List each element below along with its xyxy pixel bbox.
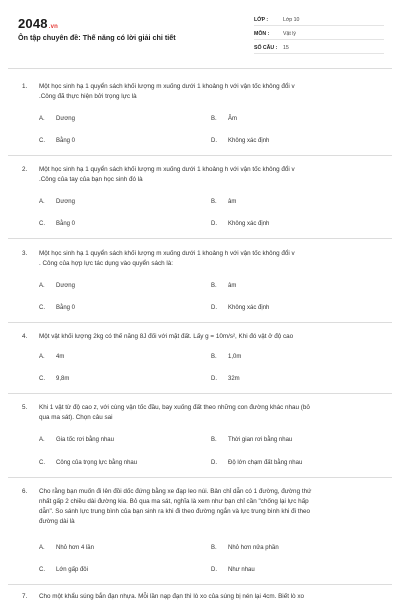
info-class-label: LỚP : [254,17,269,23]
option-key: D. [211,305,217,311]
question-text [39,592,381,600]
question-number: 7. [22,593,28,600]
question-divider [8,393,392,394]
page-title: Ôn tập chuyên đề: Thế năng có lời giải chi tiết [18,33,176,42]
question-line: Khi 1 vật từ độ cao z, với cùng vận tốc đầu, bay xuống đất theo những con đường khác nhau (bỏ [39,404,310,411]
question-line: .Công đã thực hiện bởi trọng lực là [39,93,137,100]
question-text [39,82,381,102]
logo-text: 2048 [18,16,48,31]
option-text: 9,8m [56,376,70,382]
question-number: 3. [22,250,28,257]
option-key: C. [39,305,45,311]
option-text: Lớn gấp đôi [56,567,88,573]
option-key: B. [211,545,217,551]
question-line: Một vật khối lượng 2kg có thế năng 8J đối với mặt đất. Lấy g = 10m/s², Khi đó vật ở độ cao [39,333,294,340]
option-key: A. [39,354,45,360]
question-number: 2. [22,166,28,173]
question-divider [8,477,392,478]
info-subject-label: MÔN : [254,31,270,37]
option-text: Độ lớn chạm đất bằng nhau [228,460,303,466]
option-key: D. [211,460,217,466]
option-key: D. [211,567,217,573]
question-number: 1. [22,83,28,90]
option-key: B. [211,437,217,443]
option-key: B. [211,116,217,122]
info-subject-value: Vật lý [283,31,296,37]
option-text: 1,0m [228,354,242,360]
option-text: Dương [56,283,75,289]
option-key: D. [211,138,217,144]
option-key: A. [39,199,45,205]
option-key: C. [39,221,45,227]
option-key: A. [39,545,45,551]
question-divider [8,155,392,156]
question-line: nhất gấp 2 chiều dài đường kia. Bỏ qua ma sát, nghĩa là xem như bạn chỉ cần "chống lại lực hấp [39,498,309,505]
option-text: Thời gian rơi bằng nhau [228,437,293,443]
info-class-value: Lớp 10 [283,17,300,23]
option-text: Bằng 0 [56,138,76,144]
option-text: Không xác định [228,138,270,144]
option-key: B. [211,283,217,289]
option-text: âm [228,199,237,205]
question-number: 4. [22,333,28,340]
option-key: C. [39,460,45,466]
question-line: qua ma sát). Chọn câu sai [39,414,113,421]
question-text [39,249,381,269]
logo-suffix: .vn [48,24,59,30]
question-divider [8,584,392,585]
option-key: C. [39,567,45,573]
document-header [0,0,400,64]
header-divider [8,68,392,69]
info-count [254,42,384,54]
info-subject [254,28,384,40]
info-count-value: 15 [283,45,289,51]
question-line: Một học sinh hạ 1 quyển sách khối lượng m xuống dưới 1 khoảng h với vận tốc không đổi v [39,166,295,173]
option-key: B. [211,354,217,360]
option-text: Bằng 0 [56,221,76,227]
option-text: Không xác định [228,221,270,227]
question-line: Cho rằng bạn muốn đi lên đồi dốc đứng bằng xe đạp leo núi. Bản chỉ dẫn có 1 đường, đường thứ [39,488,312,495]
question-line: . Công của hợp lực tác dụng vào quyển sách là: [39,260,174,267]
option-text: Nhỏ hơn nửa phần [228,545,279,551]
option-text: Không xác định [228,305,270,311]
option-key: A. [39,437,45,443]
question-text [39,332,381,342]
option-text: Bằng 0 [56,305,76,311]
question-line: .Công của tay của bạn học sinh đó là [39,176,143,183]
option-text: Dương [56,199,75,205]
option-text: Âm [228,116,237,122]
question-number: 5. [22,404,28,411]
option-key: C. [39,138,45,144]
option-text: 4m [56,354,65,360]
option-key: B. [211,199,217,205]
option-text: Như nhau [228,567,255,573]
question-divider [8,238,392,239]
option-text: Gia tốc rơi bằng nhau [56,437,114,443]
question-text [39,403,381,423]
option-text: Dương [56,116,75,122]
question-line: đường dài là [39,518,75,525]
site-logo[interactable] [18,16,58,31]
option-text: Công của trọng lực bằng nhau [56,460,138,466]
question-line: Một học sinh hạ 1 quyển sách khối lượng m xuống dưới 1 khoảng h với vận tốc không đổi v [39,83,295,90]
option-key: A. [39,116,45,122]
option-key: D. [211,221,217,227]
option-key: C. [39,376,45,382]
info-class [254,14,384,26]
option-key: D. [211,376,217,382]
option-text: 32m [228,376,240,382]
option-text: Nhỏ hơn 4 lần [56,545,94,551]
question-line: dẫn". So sánh lực trung bình của bạn sinh ra khi đi theo đường ngắn và lực trung bình khi đi theo [39,508,311,515]
question-line: Cho một khẩu súng bắn đạn nhựa. Mỗi lần nạp đạn thì lò xo của súng bị nén lại 4cm. Biết lò xo [39,593,305,600]
question-number: 6. [22,488,28,495]
question-divider [8,322,392,323]
option-key: A. [39,283,45,289]
info-count-label: SỐ CÂU : [254,45,278,51]
question-text [39,165,381,185]
question-text [39,487,381,527]
question-line: Một học sinh hạ 1 quyển sách khối lượng m xuống dưới 1 khoảng h với vận tốc không đổi v [39,250,295,257]
option-text: âm [228,283,237,289]
